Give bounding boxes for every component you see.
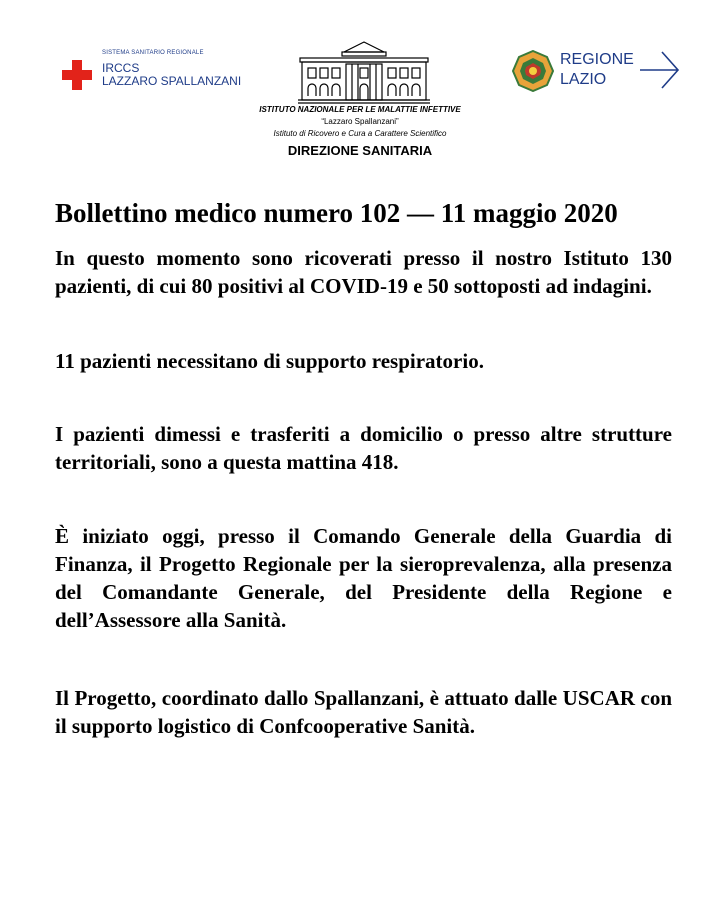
institute-subname: “Lazzaro Spallanzani” — [321, 117, 399, 126]
lazio-label: LAZIO — [560, 71, 607, 88]
logo-system-line: SISTEMA SANITARIO REGIONALE — [102, 50, 204, 56]
department-title: DIREZIONE SANITARIA — [287, 143, 433, 158]
logo-irccs: IRCCS — [102, 61, 140, 75]
paragraph-discharged: I pazienti dimessi e trasferiti a domicilio o presso altre strutture territoriali, sono a questa mattina 418. — [55, 422, 672, 474]
spallanzani-logo — [62, 45, 252, 93]
institute-building-icon — [296, 38, 432, 104]
paragraph-respiratory: 11 pazienti necessitano di supporto respiratorio. — [55, 349, 484, 373]
bulletin-title: Bollettino medico numero 102 — 11 maggio 2020 — [55, 198, 618, 228]
paragraph-project-start: È iniziato oggi, presso il Comando Generale della Guardia di Finanza, il Progetto Regionale per la sieroprevalenza, alla presenza del Comandante Generale, del Presidente della Regione e dell’Assessore alla Sanità. — [55, 524, 672, 632]
paragraph-project-coordination: Il Progetto, coordinato dallo Spallanzani, è attuato dalle USCAR con il supporto logistico di Confcooperative Sanità. — [55, 686, 672, 738]
paragraph-admitted: In questo momento sono ricoverati presso il nostro Istituto 130 pazienti, di cui 80 positivi al COVID-19 e 50 sottoposti ad indagini. — [55, 246, 672, 298]
regione-lazio-logo — [512, 48, 682, 96]
regione-lazio-emblem-icon — [512, 50, 554, 92]
institute-type: Istituto di Ricovero e Cura a Carattere Scientifico — [273, 129, 447, 138]
bulletin-body — [55, 197, 672, 740]
letterhead — [0, 0, 720, 170]
logo-institute-name: LAZZARO SPALLANZANI — [102, 74, 242, 88]
red-cross-icon — [62, 60, 92, 90]
regione-label: REGIONE — [560, 51, 634, 68]
chevron-right-icon — [640, 48, 682, 92]
institute-name: ISTITUTO NAZIONALE PER LE MALATTIE INFETTIVE — [259, 105, 461, 114]
